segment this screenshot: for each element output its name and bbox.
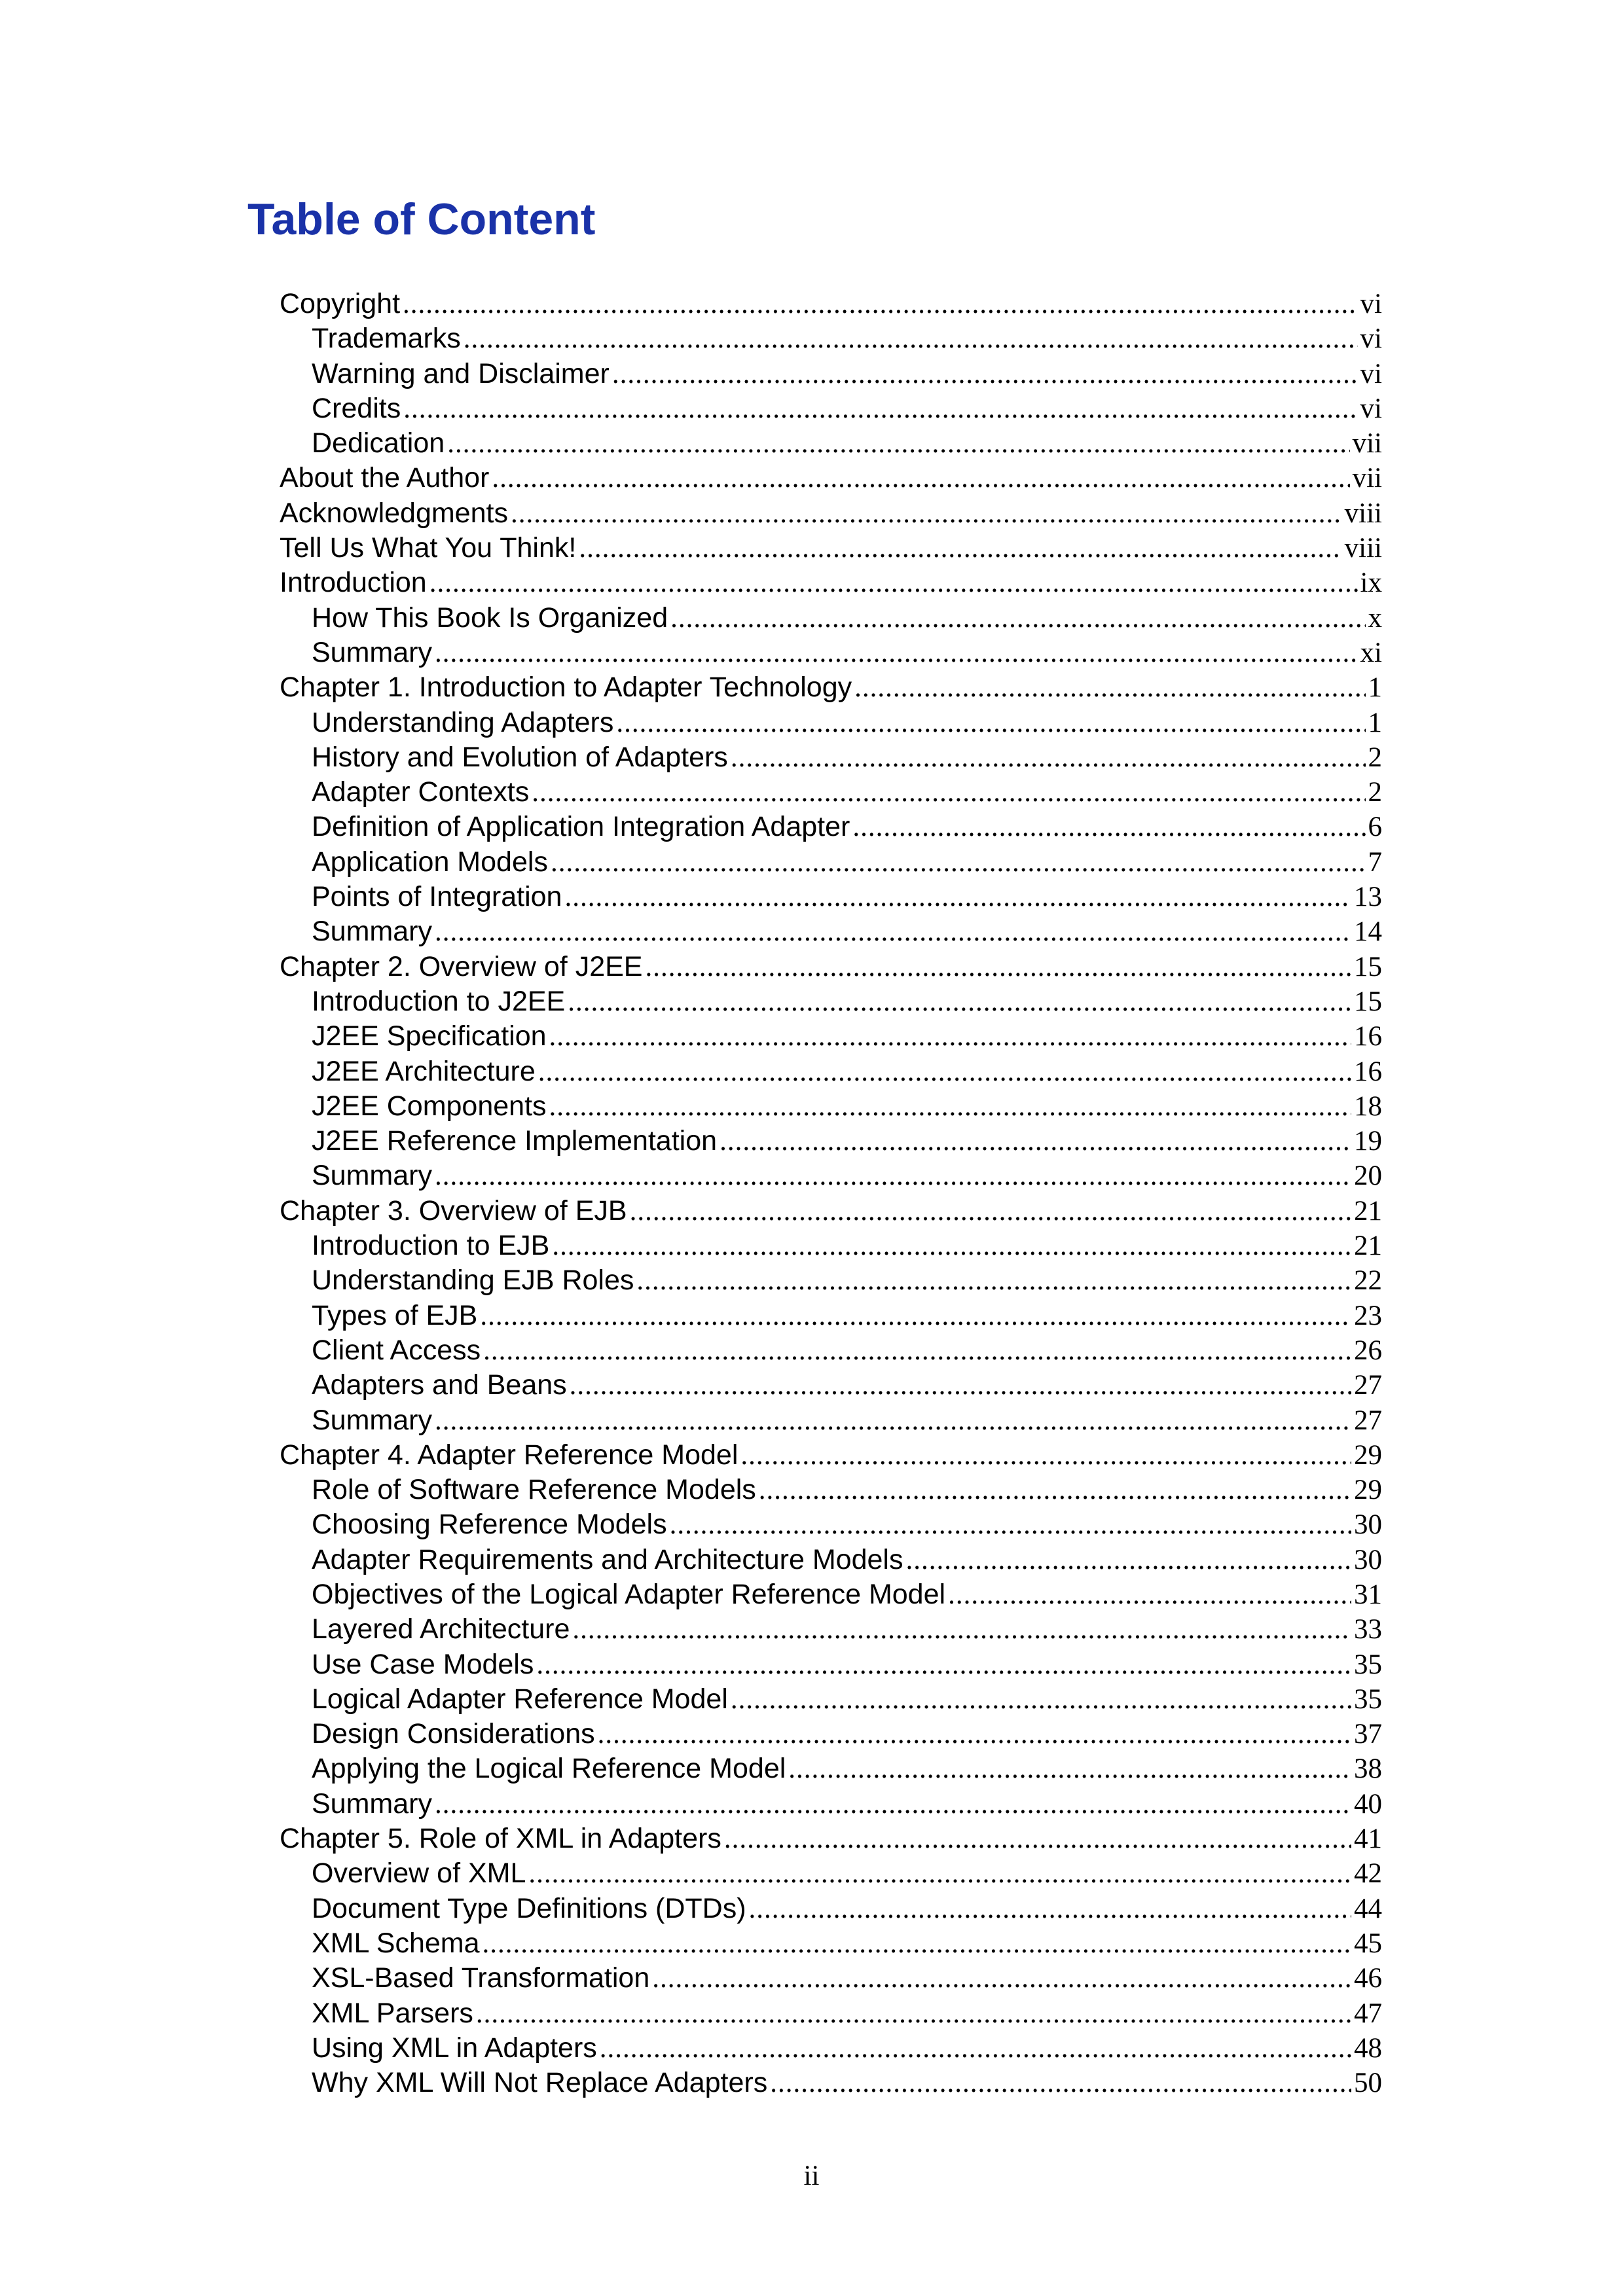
toc-entry[interactable] <box>280 1856 1382 1891</box>
toc-entry-label: Types of EJB <box>312 1299 478 1331</box>
toc-entry[interactable] <box>280 1751 1382 1786</box>
dot-leader <box>403 391 1357 426</box>
toc-entry-page: 35 <box>1354 1683 1382 1715</box>
toc-entry[interactable] <box>280 565 1382 600</box>
toc-entry-page: 16 <box>1354 1056 1382 1087</box>
dot-leader <box>749 1892 1351 1926</box>
toc-entry-label: Chapter 5. Role of XML in Adapters <box>280 1823 721 1855</box>
toc-entry-label: Applying the Logical Reference Model <box>312 1753 786 1785</box>
toc-entry-label: Document Type Definitions (DTDs) <box>312 1892 746 1924</box>
toc-entry-label: Design Considerations <box>312 1718 595 1750</box>
toc-entry-label: XML Schema <box>312 1927 480 1959</box>
dot-leader <box>511 496 1342 531</box>
toc-entry-page: 27 <box>1354 1405 1382 1436</box>
toc-entry-page: 29 <box>1354 1475 1382 1506</box>
dot-leader <box>483 1333 1351 1368</box>
dot-leader <box>740 1438 1351 1473</box>
dot-leader <box>948 1577 1351 1612</box>
toc-entry-page: vii <box>1352 463 1382 494</box>
toc-entry[interactable] <box>280 1961 1382 1996</box>
dot-leader <box>435 914 1351 949</box>
toc-entry-page: 47 <box>1354 1998 1382 2029</box>
toc-entry-label: Understanding Adapters <box>312 706 614 738</box>
dot-leader <box>492 461 1349 495</box>
toc-entry-label: J2EE Reference Implementation <box>312 1125 718 1157</box>
toc-entry-label: Choosing Reference Models <box>312 1509 667 1541</box>
toc-entry[interactable] <box>280 461 1382 495</box>
dot-leader <box>403 287 1358 321</box>
toc-entry-page: 21 <box>1354 1195 1382 1227</box>
toc-entry-page: 48 <box>1354 2032 1382 2064</box>
toc-entry[interactable] <box>280 845 1382 880</box>
toc-entry-page: 33 <box>1354 1614 1382 1645</box>
toc-entry[interactable] <box>280 1926 1382 1961</box>
dot-leader <box>731 1682 1351 1717</box>
dot-leader <box>528 1856 1351 1891</box>
toc-entry[interactable] <box>280 2066 1382 2100</box>
toc-entry[interactable] <box>280 1158 1382 1193</box>
toc-entry[interactable] <box>280 1577 1382 1612</box>
toc-entry[interactable] <box>280 1507 1382 1542</box>
toc-entry-label: Chapter 1. Introduction to Adapter Technology <box>280 672 852 704</box>
toc-entry-page: 16 <box>1354 1021 1382 1052</box>
toc-entry-page: 14 <box>1354 916 1382 948</box>
toc-entry[interactable] <box>280 1438 1382 1473</box>
dot-leader <box>852 810 1365 844</box>
toc-entry[interactable] <box>280 880 1382 914</box>
toc-entry-label: Adapter Requirements and Architecture Models <box>312 1543 903 1575</box>
toc-entry[interactable] <box>280 1229 1382 1263</box>
dot-leader <box>600 2031 1351 2066</box>
toc-entry-label: Role of Software Reference Models <box>312 1474 756 1506</box>
toc-entry-page: 15 <box>1354 951 1382 982</box>
toc-entry-label: How This Book Is Organized <box>312 601 668 634</box>
dot-leader <box>724 1821 1351 1856</box>
toc-entry-page: 50 <box>1354 2068 1382 2099</box>
dot-leader <box>568 984 1351 1019</box>
dot-leader <box>532 775 1365 810</box>
toc-entry-label: Objectives of the Logical Adapter Reference Model <box>312 1578 946 1610</box>
toc-entry[interactable] <box>280 287 1382 321</box>
toc-entry[interactable] <box>280 1019 1382 1054</box>
toc-entry-page: 19 <box>1354 1126 1382 1157</box>
toc-entry-page: 46 <box>1354 1963 1382 1994</box>
dot-leader <box>630 1194 1351 1229</box>
toc-entry-label: Layered Architecture <box>312 1613 570 1645</box>
toc-entry-label: Introduction to EJB <box>312 1230 550 1262</box>
toc-entry-label: Chapter 4. Adapter Reference Model <box>280 1439 739 1471</box>
toc-entry-page: 40 <box>1354 1788 1382 1820</box>
toc-entry[interactable] <box>280 706 1382 740</box>
toc-entry-page: 22 <box>1354 1265 1382 1297</box>
toc-entry-page: x <box>1368 602 1382 634</box>
page-number: ii <box>803 2161 820 2191</box>
dot-leader <box>551 845 1366 880</box>
dot-leader <box>731 740 1366 775</box>
dot-leader <box>616 706 1365 740</box>
toc-entry[interactable] <box>280 1333 1382 1368</box>
toc-entry-label: Why XML Will Not Replace Adapters <box>312 2067 768 2099</box>
dot-leader <box>572 1612 1351 1647</box>
toc-entry[interactable] <box>280 1717 1382 1751</box>
toc-entry[interactable] <box>280 914 1382 949</box>
dot-leader <box>549 1019 1351 1054</box>
toc-entry-label: Chapter 3. Overview of EJB <box>280 1194 627 1227</box>
dot-leader <box>598 1717 1351 1751</box>
toc-entry[interactable] <box>280 321 1382 356</box>
toc-entry[interactable] <box>280 1403 1382 1438</box>
toc-entry-page: 30 <box>1354 1544 1382 1575</box>
toc-entry[interactable] <box>280 950 1382 984</box>
dot-leader <box>483 1926 1351 1961</box>
toc-entry-page: viii <box>1344 533 1382 564</box>
toc-entry-page: 13 <box>1354 882 1382 913</box>
dot-leader <box>435 1158 1351 1193</box>
toc-entry[interactable] <box>280 1054 1382 1089</box>
toc-entry[interactable] <box>280 496 1382 531</box>
toc-entry-label: Tell Us What You Think! <box>280 532 577 564</box>
toc-entry[interactable] <box>280 1787 1382 1821</box>
toc-entry-page: 18 <box>1354 1090 1382 1122</box>
toc-entry-label: History and Evolution of Adapters <box>312 741 728 773</box>
toc-entry[interactable] <box>280 670 1382 705</box>
toc-entry[interactable] <box>280 1263 1382 1298</box>
dot-leader <box>549 1089 1351 1124</box>
toc-entry-label: J2EE Specification <box>312 1020 547 1052</box>
toc-entry-page: 38 <box>1354 1753 1382 1785</box>
toc-entry-label: Using XML in Adapters <box>312 2032 597 2064</box>
toc-entry-page: 21 <box>1354 1230 1382 1262</box>
dot-leader <box>552 1229 1351 1263</box>
dot-leader <box>435 1403 1351 1438</box>
toc-entry-label: Adapter Contexts <box>312 776 530 808</box>
toc-entry-label: Summary <box>312 916 432 948</box>
toc-entry-page: vi <box>1360 289 1382 319</box>
toc-entry-label: Chapter 2. Overview of J2EE <box>280 950 643 982</box>
toc-entry-page: xi <box>1360 637 1382 668</box>
dot-leader <box>720 1124 1351 1158</box>
toc-entry-label: Summary <box>312 636 432 668</box>
table-of-contents <box>280 287 1382 2100</box>
toc-entry[interactable] <box>280 984 1382 1019</box>
dot-leader <box>759 1473 1351 1507</box>
dot-leader <box>564 880 1351 914</box>
dot-leader <box>905 1543 1351 1577</box>
toc-entry[interactable] <box>280 1821 1382 1856</box>
toc-entry-page: 15 <box>1354 986 1382 1017</box>
dot-leader <box>645 950 1351 984</box>
toc-entry[interactable] <box>280 601 1382 636</box>
toc-entry[interactable] <box>280 2031 1382 2066</box>
toc-entry-label: Use Case Models <box>312 1648 534 1680</box>
toc-entry-page: 1 <box>1368 672 1382 704</box>
toc-entry[interactable] <box>280 1682 1382 1717</box>
dot-leader <box>447 426 1349 461</box>
toc-entry-page: 26 <box>1354 1335 1382 1366</box>
dot-leader <box>636 1263 1351 1298</box>
toc-entry[interactable] <box>280 1089 1382 1124</box>
toc-entry[interactable] <box>280 1299 1382 1333</box>
toc-entry-label: Application Models <box>312 846 548 878</box>
dot-leader <box>538 1054 1351 1089</box>
toc-entry-label: Introduction <box>280 567 427 599</box>
toc-entry-page: 29 <box>1354 1439 1382 1471</box>
toc-entry-label: J2EE Components <box>312 1090 547 1122</box>
toc-entry[interactable] <box>280 810 1382 844</box>
toc-entry-page: 31 <box>1354 1579 1382 1610</box>
toc-entry[interactable] <box>280 1368 1382 1403</box>
toc-entry-label: Definition of Application Integration Adapter <box>312 811 850 843</box>
toc-entry-page: 30 <box>1354 1509 1382 1541</box>
toc-entry-page: vi <box>1360 358 1382 389</box>
toc-entry-page: 44 <box>1354 1893 1382 1924</box>
toc-entry-page: viii <box>1344 497 1382 529</box>
toc-entry-label: Trademarks <box>312 323 461 355</box>
toc-entry-label: Understanding EJB Roles <box>312 1265 634 1297</box>
toc-entry[interactable] <box>280 357 1382 391</box>
dot-leader <box>670 601 1365 636</box>
dot-leader <box>480 1299 1351 1333</box>
dot-leader <box>536 1647 1351 1682</box>
toc-entry-label: Acknowledgments <box>280 497 508 529</box>
toc-entry-page: vi <box>1360 323 1382 355</box>
dot-leader <box>652 1961 1351 1996</box>
dot-leader <box>429 565 1358 600</box>
toc-entry-page: 42 <box>1354 1858 1382 1890</box>
dot-leader <box>464 321 1358 356</box>
toc-entry-page: 6 <box>1368 812 1382 843</box>
toc-entry[interactable] <box>280 426 1382 461</box>
toc-entry-page: vi <box>1360 393 1382 424</box>
toc-entry[interactable] <box>280 636 1382 670</box>
toc-entry-page: 23 <box>1354 1300 1382 1331</box>
toc-entry[interactable] <box>280 1892 1382 1926</box>
toc-entry-page: 7 <box>1368 846 1382 878</box>
dot-leader <box>788 1751 1351 1786</box>
toc-entry-label: About the Author <box>280 462 490 494</box>
toc-entry-label: Summary <box>312 1160 432 1192</box>
toc-entry-label: Client Access <box>312 1334 481 1366</box>
toc-entry[interactable] <box>280 1647 1382 1682</box>
toc-entry-page: 35 <box>1354 1649 1382 1680</box>
dot-leader <box>435 636 1358 670</box>
toc-entry-label: XML Parsers <box>312 1997 473 2029</box>
toc-entry-page: 1 <box>1368 707 1382 738</box>
dot-leader <box>612 357 1358 391</box>
dot-leader <box>579 531 1341 565</box>
toc-entry-label: Summary <box>312 1404 432 1436</box>
toc-entry-page: 20 <box>1354 1160 1382 1192</box>
toc-entry[interactable] <box>280 740 1382 775</box>
toc-entry-page: 37 <box>1354 1719 1382 1750</box>
toc-entry[interactable] <box>280 1543 1382 1577</box>
toc-entry-label: Dedication <box>312 427 445 459</box>
dot-leader <box>476 1996 1351 2031</box>
toc-entry-page: 45 <box>1354 1928 1382 1959</box>
toc-entry-label: J2EE Architecture <box>312 1055 536 1087</box>
toc-entry-label: Adapters and Beans <box>312 1369 567 1401</box>
dot-leader <box>435 1787 1351 1821</box>
dot-leader <box>570 1368 1351 1403</box>
toc-entry[interactable] <box>280 1194 1382 1229</box>
toc-entry-page: ix <box>1360 567 1382 599</box>
toc-entry[interactable] <box>280 1612 1382 1647</box>
toc-entry[interactable] <box>280 391 1382 426</box>
dot-leader <box>854 670 1365 705</box>
toc-entry[interactable] <box>280 1124 1382 1158</box>
toc-entry[interactable] <box>280 1473 1382 1507</box>
dot-leader <box>770 2066 1351 2100</box>
toc-entry-label: Overview of XML <box>312 1857 526 1890</box>
toc-entry-page: 2 <box>1368 777 1382 808</box>
toc-entry[interactable] <box>280 775 1382 810</box>
page-title: Table of Content <box>247 194 596 244</box>
toc-entry-page: 41 <box>1354 1823 1382 1855</box>
toc-entry-label: Credits <box>312 392 401 424</box>
toc-entry-label: Introduction to J2EE <box>312 985 566 1017</box>
dot-leader <box>670 1507 1351 1542</box>
toc-entry[interactable] <box>280 531 1382 565</box>
toc-entry-label: Points of Integration <box>312 881 562 913</box>
toc-entry-page: vii <box>1352 428 1382 459</box>
toc-entry-label: Warning and Disclaimer <box>312 357 610 389</box>
toc-entry-label: XSL-Based Transformation <box>312 1962 650 1994</box>
toc-entry-page: 2 <box>1368 742 1382 773</box>
toc-entry[interactable] <box>280 1996 1382 2031</box>
toc-entry-label: Logical Adapter Reference Model <box>312 1683 728 1715</box>
toc-entry-label: Summary <box>312 1787 432 1820</box>
toc-entry-label: Copyright <box>280 288 401 319</box>
toc-entry-page: 27 <box>1354 1370 1382 1401</box>
